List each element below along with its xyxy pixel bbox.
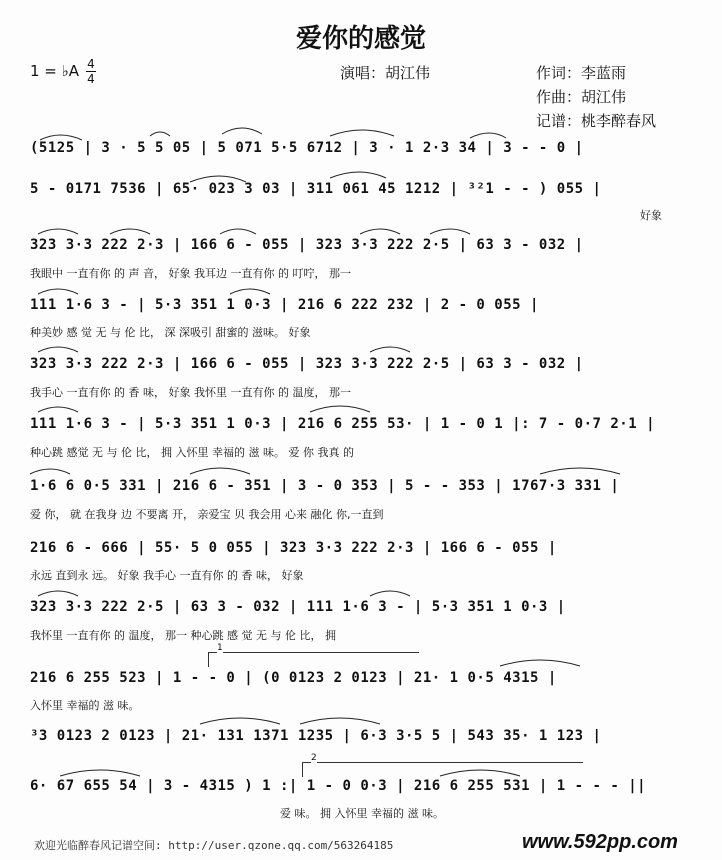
time-signature-top: 4 bbox=[87, 57, 95, 71]
score-row-10-notes: 216 6 255 523 | 1 - - 0 | (0 0123 2 0123 | 21· 1 0·5 4315 | bbox=[30, 670, 557, 686]
slur bbox=[38, 407, 78, 412]
slur bbox=[60, 770, 140, 776]
slur bbox=[38, 347, 78, 352]
slur bbox=[360, 229, 400, 234]
composer-credit: 作曲：胡江伟 bbox=[536, 88, 627, 106]
slur bbox=[440, 770, 520, 776]
score-row-1-notes: (5125 | 3 · 5 5 05 | 5 071 5·5 6712 | 3 · 1 2·3 34 | 3 - - 0 | bbox=[30, 140, 584, 156]
score-row-10-lyrics: 入怀里 幸福的 滋 味。 bbox=[30, 699, 140, 712]
slur bbox=[30, 469, 70, 474]
first-ending-number: 1 bbox=[217, 643, 223, 653]
second-ending-number: 2 bbox=[311, 753, 317, 763]
slur bbox=[150, 132, 170, 136]
singer-credit: 演唱：胡江伟 bbox=[340, 64, 431, 82]
score-row-6-notes: 111 1·6 3 - | 5·3 351 1 0·3 | 216 6 255 53· | 1 - 0 1 |: 7 - 0·7 2·1 | bbox=[30, 416, 656, 432]
score-row-2-lyrics: 好象 bbox=[640, 209, 662, 222]
score-row-8-lyrics: 永远 直到永 远。 好象 我手心 一直有你 的 香 味， 好象 bbox=[30, 569, 304, 582]
transcriber-credit: 记谱：桃李醉春风 bbox=[536, 112, 657, 130]
slur bbox=[300, 718, 380, 724]
score-row-12-lyrics: 爱 味。 拥 入怀里 幸福的 滋 味。 bbox=[280, 807, 444, 820]
slur bbox=[220, 229, 256, 234]
slur bbox=[230, 289, 270, 294]
score-row-12-notes: 6· 67 655 54 | 3 - 4315 ) 1 :| 1 - 0 0·3 | 216 6 255 531 | 1 - - - || bbox=[30, 778, 647, 794]
slur bbox=[330, 172, 386, 178]
slur bbox=[500, 660, 580, 666]
score-row-9-lyrics: 我怀里 一直有你 的 温度， 那一 种心跳 感 觉 无 与 伦 比， 拥 bbox=[30, 629, 336, 642]
slur bbox=[190, 176, 246, 182]
song-title: 爱你的感觉 bbox=[295, 24, 426, 54]
score-row-8-notes: 216 6 - 666 | 55· 5 0 055 | 323 3·3 222 2·3 | 166 6 - 055 | bbox=[30, 540, 557, 556]
slur bbox=[110, 229, 150, 234]
slur bbox=[540, 468, 620, 474]
slur bbox=[200, 718, 280, 724]
slur bbox=[330, 130, 394, 136]
score-row-7-lyrics: 爱 你， 就 在我身 边 不要离 开， 亲爱宝 贝 我会用 心来 融化 你,一直到 bbox=[30, 508, 384, 521]
footer-note: 欢迎光临醉春风记谱空间: http://user.qzone.qq.com/563264185 bbox=[34, 839, 394, 852]
site-watermark[interactable]: www.592pp.com bbox=[522, 831, 678, 853]
key-signature: 1 = ♭A bbox=[30, 62, 79, 80]
lyricist-credit: 作词：李蓝雨 bbox=[536, 64, 627, 82]
score-row-2-notes: 5 - 0171 7536 | 65· 023 3 03 | 311 061 45 1212 | ³²1 - - ) 055 | bbox=[30, 181, 602, 197]
score-row-7-notes: 1·6 6 0·5 331 | 216 6 - 351 | 3 - 0 353 | 5 - - 353 | 1767·3 331 | bbox=[30, 478, 620, 494]
slur bbox=[370, 591, 410, 596]
slur bbox=[430, 229, 470, 234]
slur bbox=[190, 468, 250, 474]
slur bbox=[222, 128, 262, 134]
score-row-4-lyrics: 种美妙 感 觉 无 与 伦 比， 深 深吸引 甜蜜的 滋味。 好象 bbox=[30, 326, 311, 339]
score-row-9-notes: 323 3·3 222 2·5 | 63 3 - 032 | 111 1·6 3 - | 5·3 351 1 0·3 | bbox=[30, 599, 566, 615]
slur bbox=[38, 289, 78, 294]
score-row-4-notes: 111 1·6 3 - | 5·3 351 1 0·3 | 216 6 222 232 | 2 - 0 055 | bbox=[30, 297, 539, 313]
score-row-3-lyrics: 我眼中 一直有你 的 声 音， 好象 我耳边 一直有你 的 叮咛， 那一 bbox=[30, 267, 351, 280]
slur bbox=[38, 229, 78, 234]
time-signature-bottom: 4 bbox=[87, 72, 95, 86]
slur bbox=[310, 406, 370, 412]
score-row-11-notes: ³3 0123 2 0123 | 21· 131 1371 1235 | 6·3 3·5 5 | 543 35· 1 123 | bbox=[30, 728, 602, 744]
slur bbox=[370, 347, 410, 352]
slur bbox=[38, 591, 78, 596]
score-row-5-lyrics: 我手心 一直有你 的 香 味， 好象 我怀里 一直有你 的 温度， 那一 bbox=[30, 386, 351, 399]
slur bbox=[40, 135, 82, 140]
score-row-6-lyrics: 种心跳 感觉 无 与 伦 比， 拥 入怀里 幸福的 滋 味。 爱 你 我真 的 bbox=[30, 446, 354, 459]
slur bbox=[470, 133, 506, 138]
score-row-5-notes: 323 3·3 222 2·3 | 166 6 - 055 | 323 3·3 222 2·5 | 63 3 - 032 | bbox=[30, 356, 584, 372]
score-row-3-notes: 323 3·3 222 2·3 | 166 6 - 055 | 323 3·3 222 2·5 | 63 3 - 032 | bbox=[30, 237, 584, 253]
